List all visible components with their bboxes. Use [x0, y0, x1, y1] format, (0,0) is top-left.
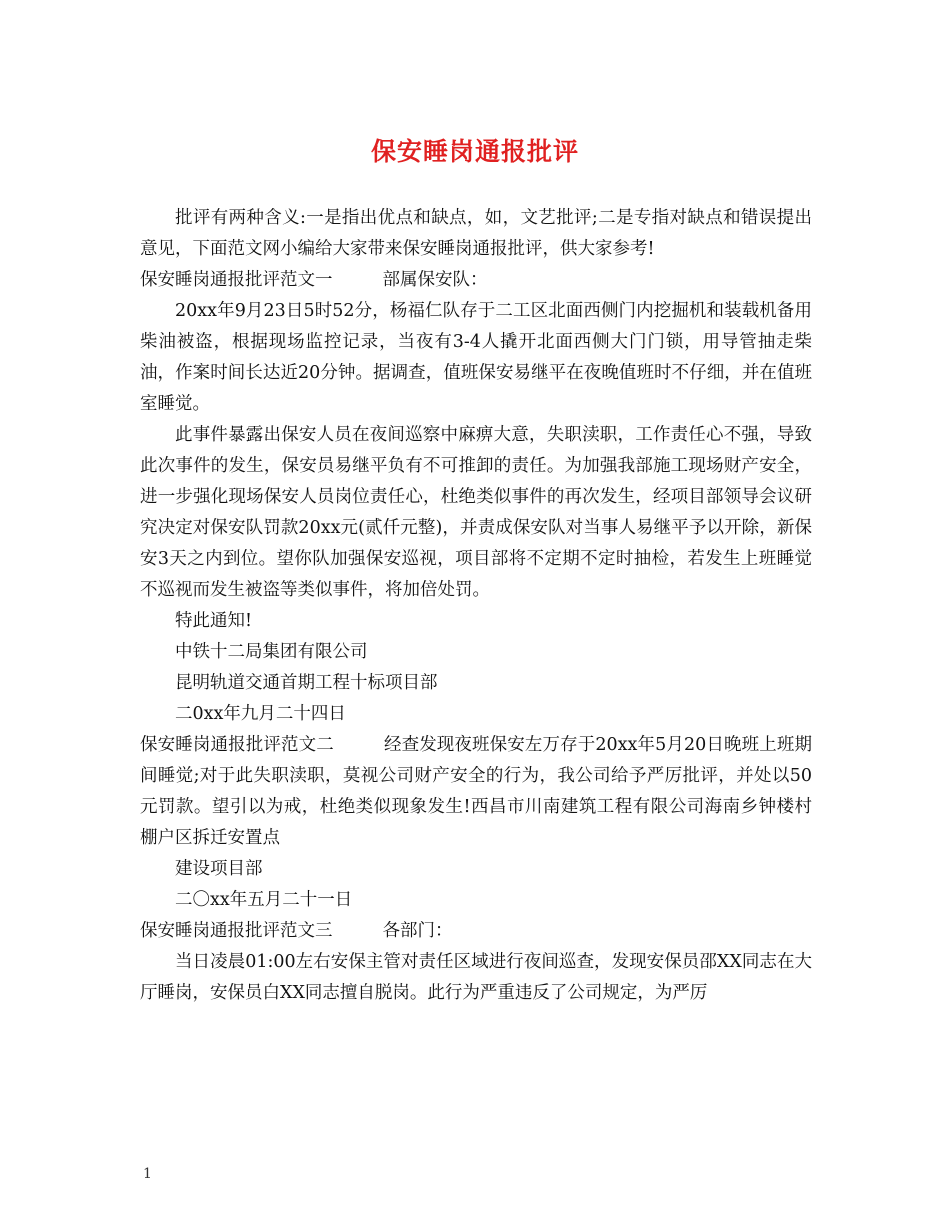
- section-3-heading-line: [140, 916, 812, 947]
- intro-paragraph: 批评有两种含义:一是指出优点和缺点，如，文艺批评;二是专指对缺点和错误提出意见，下面范文网小编给大家带来保安睡岗通报批评，供大家参考!: [140, 208, 812, 259]
- section-2-date: 二〇xx年五月二十一日: [175, 890, 353, 910]
- section-1-org-2: 昆明轨道交通首期工程十标项目部: [175, 673, 438, 693]
- section-2-heading: 保安睡岗通报批评范文二: [140, 735, 334, 755]
- section-2-body: 经查发现夜班保安左万存于20xx年5月20日晚班上班期间睡觉;对于此失职渎职，莫视公司财产安全的行为，我公司给予严厉批评，并处以50元罚款。望引以为戒，杜绝类似现象发生!西昌市川南建筑工程有限公司海南乡钟楼村棚户区拆迁安置点: [140, 735, 812, 848]
- section-2-org: 建设项目部: [175, 859, 263, 879]
- document-body: [140, 203, 812, 1009]
- section-2-paragraph: [140, 730, 812, 854]
- section-1-addressee: 部属保安队：: [382, 270, 488, 290]
- section-1-heading-line: [140, 265, 812, 296]
- section-1-date: 二0xx年九月二十四日: [175, 704, 346, 724]
- section-1-heading: 保安睡岗通报批评范文一: [140, 270, 333, 290]
- document-title: 保安睡岗通报批评: [370, 137, 579, 166]
- section-3-addressee: 各部门：: [382, 921, 453, 941]
- page-number: 1: [143, 1166, 152, 1182]
- section-3-heading: 保安睡岗通报批评范文三: [140, 921, 333, 941]
- section-1-paragraph-1: 20xx年9月23日5时52分，杨福仁队存于二工区北面西侧门内挖掘机和装载机备用柴油被盗，根据现场监控记录，当夜有3-4人撬开北面西侧大门门锁，用导管抽走柴油，作案时间长达近20分钟。据调查，值班保安易继平在夜晚值班时不仔细，并在值班室睡觉。: [140, 301, 812, 414]
- section-1-notice: 特此通知!: [175, 611, 253, 631]
- section-3-paragraph-1: 当日凌晨01:00左右安保主管对责任区域进行夜间巡查，发现安保员邵XX同志在大厅睡岗，安保员白XX同志擅自脱岗。此行为严重违反了公司规定，为严厉: [140, 952, 812, 1003]
- section-1-org-1: 中铁十二局集团有限公司: [175, 642, 368, 662]
- section-1-paragraph-2: 此事件暴露出保安人员在夜间巡察中麻痹大意，失职渎职，工作责任心不强，导致此次事件的发生，保安员易继平负有不可推卸的责任。为加强我部施工现场财产安全，进一步强化现场保安人员岗位责任心，杜绝类似事件的再次发生，经项目部领导会议研究决定对保安队罚款20xx元(贰仟元整)，并责成保安队对当事人易继平予以开除，新保安3天之内到位。望你队加强保安巡视，项目部将不定期不定时抽检，若发生上班睡觉不巡视而发生被盗等类似事件，将加倍处罚。: [140, 425, 812, 600]
